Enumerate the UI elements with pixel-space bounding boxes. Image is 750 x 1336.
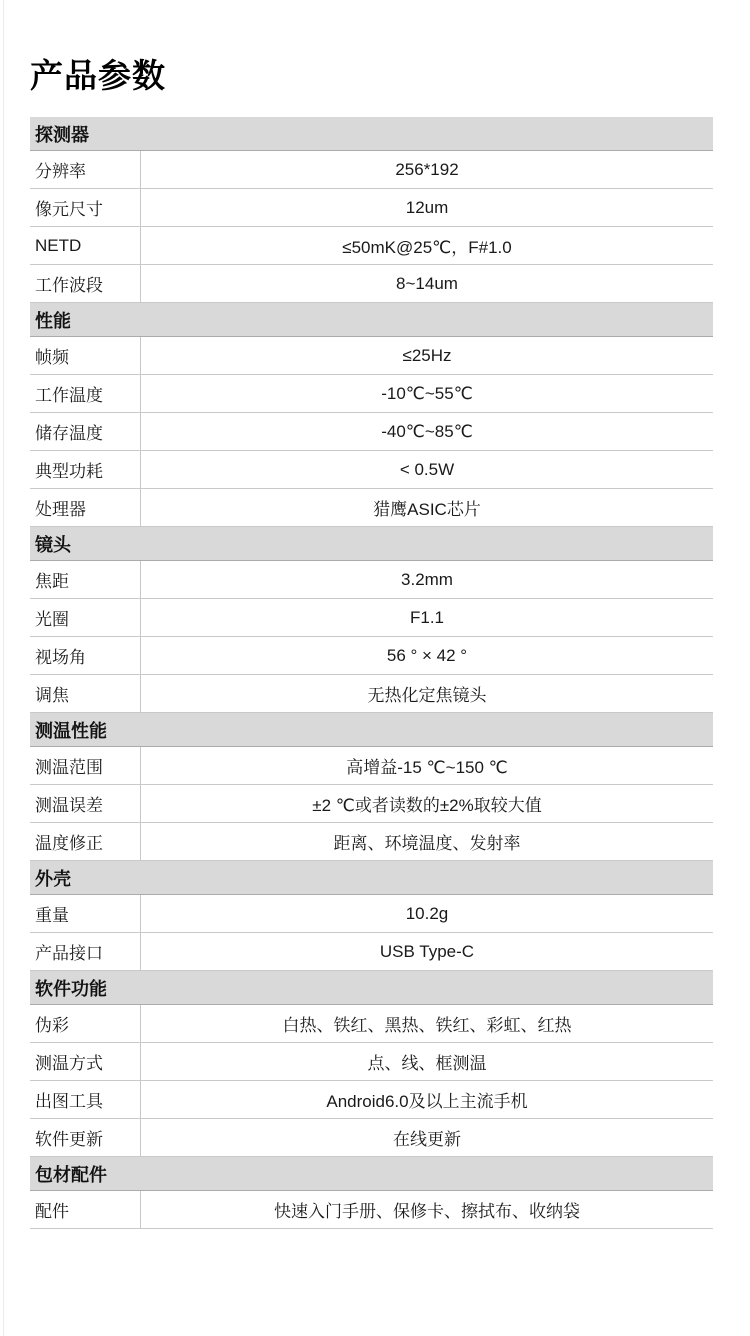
row-value: 快速入门手册、保修卡、擦拭布、收纳袋 — [140, 1191, 713, 1228]
section-title: 软件功能 — [35, 978, 107, 999]
row-value: 猎鹰ASIC芯片 — [140, 489, 713, 526]
table-row — [30, 451, 713, 489]
row-value: Android6.0及以上主流手机 — [140, 1081, 713, 1118]
table-row — [30, 599, 713, 637]
row-value: 3.2mm — [140, 561, 713, 598]
row-label: 焦距 — [35, 572, 69, 591]
row-label: 测温范围 — [35, 758, 103, 777]
table-row — [30, 1043, 713, 1081]
section-title: 性能 — [35, 310, 71, 331]
row-value: 在线更新 — [140, 1119, 713, 1156]
table-row — [30, 895, 713, 933]
row-label: 伪彩 — [35, 1016, 69, 1035]
row-value: 256*192 — [140, 151, 713, 188]
row-value: 12um — [140, 189, 713, 226]
row-value: -10℃~55℃ — [140, 375, 713, 412]
row-label: 帧频 — [35, 348, 69, 367]
section-title: 包材配件 — [35, 1164, 107, 1185]
table-row — [30, 151, 713, 189]
row-value: ≤25Hz — [140, 337, 713, 374]
row-value: 8~14um — [140, 265, 713, 302]
table-row — [30, 227, 713, 265]
table-row — [30, 1005, 713, 1043]
row-label: NETD — [35, 235, 82, 255]
row-label: 处理器 — [35, 500, 86, 519]
table-row — [30, 561, 713, 599]
row-label: 软件更新 — [35, 1130, 103, 1149]
row-value: 高增益-15 ℃~150 ℃ — [140, 747, 713, 784]
table-row — [30, 489, 713, 527]
page-title: 产品参数 — [30, 57, 166, 94]
row-value: USB Type-C — [140, 933, 713, 970]
section-title: 探测器 — [35, 124, 89, 145]
row-label: 出图工具 — [35, 1092, 103, 1111]
row-value: ±2 ℃或者读数的±2%取较大值 — [140, 785, 713, 822]
row-value: 10.2g — [140, 895, 713, 932]
row-label: 工作波段 — [35, 276, 103, 295]
section-title: 镜头 — [35, 534, 71, 555]
page-edge-line — [3, 0, 4, 1336]
table-row — [30, 823, 713, 861]
table-row — [30, 1191, 713, 1229]
row-label: 分辨率 — [35, 162, 86, 181]
section-header-detector — [30, 117, 713, 151]
row-value: 点、线、框测温 — [140, 1043, 713, 1080]
row-value: 56 ° × 42 ° — [140, 637, 713, 674]
table-row — [30, 1081, 713, 1119]
row-label: 光圈 — [35, 610, 69, 629]
section-header-lens — [30, 527, 713, 561]
table-row — [30, 265, 713, 303]
row-label: 配件 — [35, 1202, 69, 1221]
table-row — [30, 375, 713, 413]
table-row — [30, 337, 713, 375]
table-row — [30, 637, 713, 675]
row-label: 典型功耗 — [35, 462, 103, 481]
section-header-thermometry — [30, 713, 713, 747]
spec-table — [30, 117, 713, 1229]
table-row — [30, 1119, 713, 1157]
row-label: 测温方式 — [35, 1054, 103, 1073]
row-label: 调焦 — [35, 686, 69, 705]
row-label: 视场角 — [35, 648, 86, 667]
row-label: 产品接口 — [35, 944, 103, 963]
row-label: 储存温度 — [35, 424, 103, 443]
row-value: ≤50mK@25℃，F#1.0 — [140, 227, 713, 264]
section-header-housing — [30, 861, 713, 895]
row-label: 像元尺寸 — [35, 200, 103, 219]
table-row — [30, 413, 713, 451]
row-value: 无热化定焦镜头 — [140, 675, 713, 712]
row-value: -40℃~85℃ — [140, 413, 713, 450]
row-label: 重量 — [35, 906, 69, 925]
section-header-performance — [30, 303, 713, 337]
section-title: 外壳 — [35, 868, 71, 889]
section-title: 测温性能 — [35, 720, 107, 741]
table-row — [30, 747, 713, 785]
row-label: 温度修正 — [35, 834, 103, 853]
row-value: < 0.5W — [140, 451, 713, 488]
row-value: 距离、环境温度、发射率 — [140, 823, 713, 860]
row-value: 白热、铁红、黑热、铁红、彩虹、红热 — [140, 1005, 713, 1042]
table-row — [30, 189, 713, 227]
section-header-software — [30, 971, 713, 1005]
table-row — [30, 675, 713, 713]
row-value: F1.1 — [140, 599, 713, 636]
table-row — [30, 785, 713, 823]
row-label: 工作温度 — [35, 386, 103, 405]
row-label: 测温误差 — [35, 796, 103, 815]
table-row — [30, 933, 713, 971]
section-header-accessories — [30, 1157, 713, 1191]
